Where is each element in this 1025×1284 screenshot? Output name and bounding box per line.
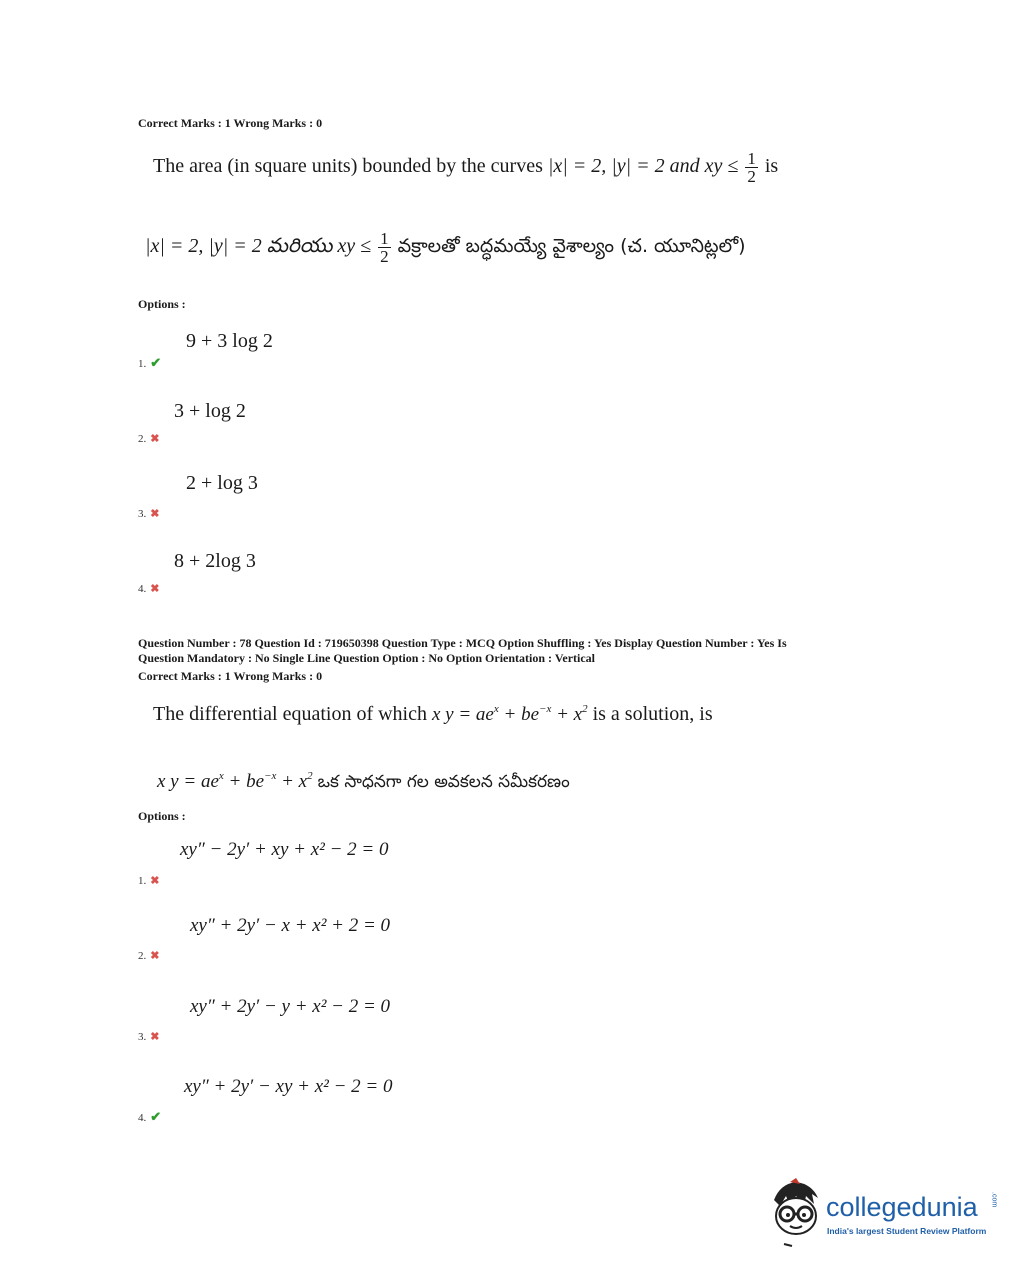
- q77-option-2-text: 3 + log 2: [174, 400, 246, 422]
- q77-option-4-text: 8 + 2log 3: [174, 550, 256, 572]
- logo-com: .com: [990, 1192, 998, 1208]
- q78-meta-line-2: Question Mandatory : No Single Line Question Option : No Option Orientation : Vertical: [138, 651, 596, 665]
- q77-option-4-marker: [138, 579, 159, 597]
- q78-eq-lhs: x y = ae: [431, 704, 494, 725]
- q78-te-eq-tail: + x: [276, 771, 308, 792]
- q77-option-1-text: 9 + 3 log 2: [186, 330, 273, 352]
- q78-option-2-text: xy″ + 2y′ − x + x² + 2 = 0: [190, 915, 391, 936]
- q77-option-2-marker: [138, 429, 159, 447]
- mascot-icon: [766, 1178, 824, 1248]
- q77-te-fraction: [378, 230, 391, 265]
- check-icon: ✔: [150, 355, 162, 370]
- q77-option-4-number: 4.: [138, 583, 147, 595]
- collegedunia-logo: [766, 1178, 996, 1248]
- q77-frac-den: 2: [747, 167, 756, 186]
- q77-option-1-number: 1.: [138, 358, 147, 370]
- q77-option-3-number: 3.: [138, 508, 147, 520]
- q78-equation: [432, 704, 588, 725]
- check-icon: ✔: [150, 1109, 162, 1124]
- cross-icon: ✖: [150, 875, 160, 887]
- q78-options-label: Options :: [138, 809, 186, 823]
- q77-question-en: [153, 150, 778, 185]
- q78-option-4-number: 4.: [138, 1112, 147, 1124]
- q77-fraction: [745, 150, 758, 185]
- q78-question-te-suffix: ఒక సాధనగా గల అవకలన సమీకరణం: [317, 772, 570, 792]
- q77-abs-conditions: |x| = 2, |y| = 2 and: [547, 155, 700, 178]
- cross-icon: ✖: [150, 433, 160, 445]
- q78-option-1-number: 1.: [138, 875, 147, 887]
- q78-eq-exp-3: 2: [582, 703, 588, 715]
- q77-option-3-text: 2 + log 3: [186, 472, 258, 494]
- cross-icon: ✖: [150, 583, 160, 595]
- q78-te-equation: [157, 771, 313, 792]
- cross-icon: ✖: [150, 508, 160, 520]
- q78-eq-exp-1: x: [493, 703, 499, 715]
- q78-te-eq-exp-2: −x: [264, 770, 277, 782]
- q77-xy-ineq: xy ≤: [704, 155, 739, 178]
- q78-te-eq-exp-3: 2: [307, 770, 313, 782]
- q78-option-4-text: xy″ + 2y′ − xy + x² − 2 = 0: [184, 1076, 393, 1097]
- q78-marks: Correct Marks : 1 Wrong Marks : 0: [138, 669, 323, 683]
- q77-option-3-marker: [138, 504, 159, 522]
- q78-te-eq-lhs: x y = ae: [157, 771, 219, 792]
- q77-frac-num: 1: [747, 149, 756, 168]
- q77-question-en-prefix: The area (in square units) bounded by the curves: [153, 155, 543, 178]
- q78-option-2-marker: [138, 946, 159, 964]
- q78-option-1-marker: [138, 871, 159, 889]
- q78-option-2-number: 2.: [138, 950, 147, 962]
- q78-option-4-marker: [138, 1108, 161, 1126]
- q78-question-en: [153, 703, 713, 726]
- q78-te-eq-exp-1: x: [218, 770, 224, 782]
- q77-te-frac-den: 2: [380, 247, 389, 266]
- q77-marks: Correct Marks : 1 Wrong Marks : 0: [138, 116, 323, 130]
- q78-option-3-number: 3.: [138, 1031, 147, 1043]
- q78-option-3-marker: [138, 1027, 159, 1045]
- logo-wordmark: [826, 1192, 1009, 1222]
- q77-options-label: Options :: [138, 297, 186, 311]
- cross-icon: ✖: [150, 950, 160, 962]
- q77-te-frac-num: 1: [380, 229, 389, 248]
- cross-icon: ✖: [150, 1031, 160, 1043]
- q78-question-en-prefix: The differential equation of which: [153, 703, 427, 725]
- q78-option-3-text: xy″ + 2y′ − y + x² − 2 = 0: [190, 996, 391, 1017]
- q78-eq-exp-2: −x: [539, 703, 552, 715]
- q78-eq-tail: + x: [551, 704, 583, 725]
- logo-tagline: India's largest Student Review Platform: [827, 1226, 987, 1236]
- q78-question-en-suffix: is a solution, is: [592, 703, 713, 725]
- q77-te-xy-ineq: xy ≤: [337, 235, 372, 258]
- q77-question-te-suffix: వక్రాలతో బద్ధమయ్యే వైశాల్యం (చ. యూనిట్లలో): [397, 235, 746, 258]
- q78-question-te: [157, 770, 570, 796]
- logo-name: collegedunia: [826, 1192, 978, 1222]
- q77-option-2-number: 2.: [138, 433, 147, 445]
- q78-te-eq-mid: + be: [223, 771, 265, 792]
- q77-te-abs-conditions: |x| = 2, |y| = 2 మరియు: [145, 235, 333, 258]
- q78-option-1-text: xy″ − 2y′ + xy + x² − 2 = 0: [180, 839, 389, 860]
- q77-question-te: [145, 230, 746, 265]
- q78-meta-line-1: Question Number : 78 Question Id : 719650398 Question Type : MCQ Option Shuffling : Yes Display Question Number : Yes Is: [138, 636, 787, 650]
- q77-option-1-marker: [138, 354, 161, 372]
- q78-eq-mid: + be: [498, 704, 540, 725]
- q77-question-en-suffix: is: [764, 155, 779, 178]
